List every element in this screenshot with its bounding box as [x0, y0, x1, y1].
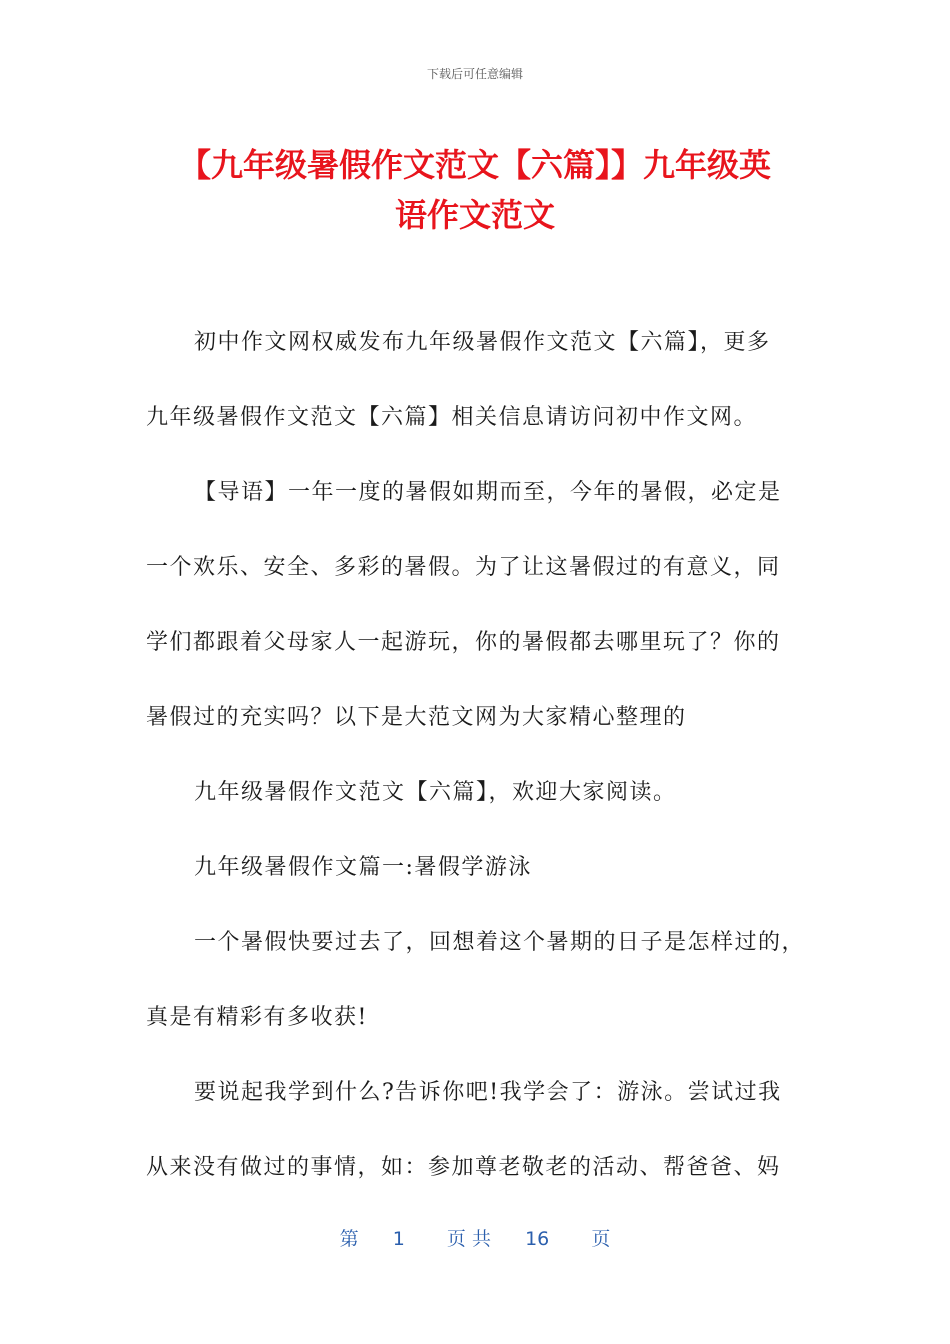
body-line: 九年级暑假作文范文【六篇】相关信息请访问初中作文网。	[146, 405, 758, 430]
footer-label-of: 页 共	[446, 1228, 491, 1250]
document-body	[146, 318, 806, 1218]
title-line-2: 语作文范文	[394, 196, 555, 234]
page-footer	[0, 1226, 950, 1252]
footer-label-pages: 页	[591, 1228, 611, 1250]
body-line: 【导语】一年一度的暑假如期而至，今年的暑假，必定是	[194, 480, 782, 505]
body-line: 从来没有做过的事情，如：参加尊老敬老的活动、帮爸爸、妈	[146, 1155, 781, 1180]
body-line: 初中作文网权威发布九年级暑假作文范文【六篇】，更多	[194, 330, 771, 355]
body-line: 暑假过的充实吗？以下是大范文网为大家精心整理的	[146, 705, 687, 730]
header-note: 下载后可任意编辑	[426, 67, 523, 81]
footer-label-page: 第	[339, 1228, 359, 1250]
section-heading: 九年级暑假作文篇一:暑假学游泳	[194, 855, 532, 880]
body-line: 学们都跟着父母家人一起游玩，你的暑假都去哪里玩了？你的	[146, 630, 781, 655]
footer-current-page: 1	[392, 1228, 405, 1250]
body-line: 要说起我学到什么?告诉你吧!我学会了：游泳。尝试过我	[194, 1080, 782, 1105]
title-line-1: 【九年级暑假作文范文【六篇】】九年级英	[178, 146, 771, 184]
document-title	[130, 140, 820, 240]
body-line: 九年级暑假作文范文【六篇】，欢迎大家阅读。	[194, 780, 677, 805]
body-line: 一个欢乐、安全、多彩的暑假。为了让这暑假过的有意义，同	[146, 555, 781, 580]
body-line: 一个暑假快要过去了，回想着这个暑期的日子是怎样过的，	[194, 930, 806, 955]
footer-total-pages: 16	[525, 1228, 550, 1250]
body-line: 真是有精彩有多收获!	[146, 1005, 368, 1030]
